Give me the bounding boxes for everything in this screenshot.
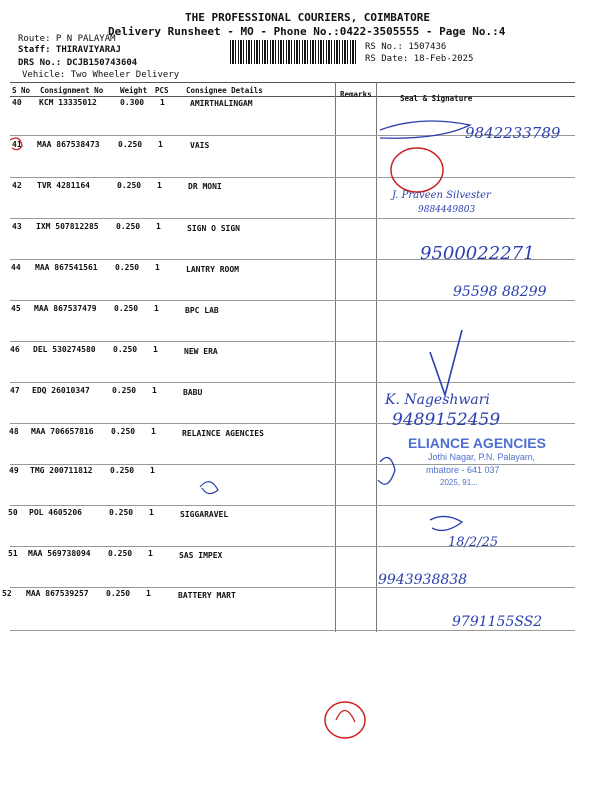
row-sno: 40 (12, 98, 22, 107)
row-weight: 0.250 (117, 181, 142, 190)
row-pcs: 1 (154, 304, 159, 313)
row-pcs: 1 (148, 549, 153, 558)
row-weight: 0.250 (118, 140, 143, 149)
rs-number: RS No.: 1507436 (365, 42, 447, 52)
row-consignment: EDQ 26010347 (32, 386, 90, 395)
row-pcs: 1 (151, 427, 156, 436)
row-consignee: RELAINCE AGENCIES (182, 429, 264, 438)
row-sno: 48 (9, 427, 19, 436)
row-pcs: 1 (160, 98, 165, 107)
row-pcs: 1 (158, 140, 163, 149)
row-weight: 0.300 (120, 98, 145, 107)
row-consignee: BATTERY MART (178, 591, 236, 600)
row-sno: 51 (8, 549, 18, 558)
handwritten-phone: 9842233789 (465, 124, 561, 142)
row-consignment: MAA 867541561 (35, 263, 98, 272)
col-sno: S No (12, 86, 31, 95)
signature-stroke (378, 458, 395, 485)
row-consignee: AMIRTHALINGAM (190, 99, 253, 108)
row-pcs: 1 (157, 181, 162, 190)
row-weight: 0.250 (111, 427, 136, 436)
row-weight: 0.250 (110, 466, 135, 475)
row-consignment: MAA 706657816 (31, 427, 94, 436)
stamp-company-name: ELIANCE AGENCIES (408, 435, 546, 451)
col-remarks: Remarks (340, 90, 372, 99)
row-consignment: TMG 200711812 (30, 466, 93, 475)
row-weight: 0.250 (106, 589, 131, 598)
signature-stroke (200, 482, 218, 494)
handwritten-name: K. Nageshwari (385, 392, 490, 408)
row-consignment: POL 4605206 (29, 508, 82, 517)
col-consignee: Consignee Details (186, 86, 263, 95)
row-sno: 52 (2, 589, 12, 598)
stamp-address-line: mbatore - 641 037 (426, 465, 500, 475)
stamp-address-line: Jothi Nagar, P.N. Palayam, (428, 452, 535, 462)
row-pcs: 1 (150, 466, 155, 475)
row-sno: 44 (11, 263, 21, 272)
row-sno: 50 (8, 508, 18, 517)
signature-stroke (430, 516, 462, 530)
row-sno: 41 (12, 140, 22, 149)
staff: Staff: THIRAVIYARAJ (18, 45, 121, 55)
row-consignee: LANTRY ROOM (186, 265, 239, 274)
row-consignee: SIGN O SIGN (187, 224, 240, 233)
handwritten-phone: 9489152459 (392, 410, 501, 430)
row-consignee: BPC LAB (185, 306, 219, 315)
row-sno: 49 (9, 466, 19, 475)
handwritten-phone: 95598 88299 (453, 284, 547, 300)
row-consignment: DEL 530274580 (33, 345, 96, 354)
red-scribble (336, 710, 355, 722)
col-weight: Weight (120, 86, 148, 95)
col-consignment: Consignment No (40, 86, 104, 95)
row-weight: 0.250 (115, 263, 140, 272)
row-consignee: DR MONI (188, 182, 222, 191)
row-consignee: SAS IMPEX (179, 551, 223, 560)
rs-date: RS Date: 18-Feb-2025 (365, 54, 474, 64)
row-sno: 46 (10, 345, 20, 354)
row-weight: 0.250 (112, 386, 137, 395)
red-circle-mark (391, 148, 443, 192)
row-consignee: SIGGARAVEL (180, 510, 229, 519)
row-pcs: 1 (146, 589, 151, 598)
row-consignment: KCM 13335012 (39, 98, 97, 107)
red-tick-mark (10, 138, 22, 150)
row-consignment: MAA 569738094 (28, 549, 91, 558)
row-consignment: MAA 867537479 (34, 304, 97, 313)
company-name: THE PROFESSIONAL COURIERS, COIMBATORE (185, 11, 431, 24)
row-consignee: BABU (183, 388, 203, 397)
row-weight: 0.250 (109, 508, 134, 517)
handwritten-date: 18/2/25 (448, 535, 499, 550)
handwritten-phone: 9791155SS2 (452, 614, 543, 630)
handwritten-phone: 9943938838 (378, 572, 468, 588)
row-sno: 47 (10, 386, 20, 395)
row-weight: 0.250 (108, 549, 133, 558)
red-circle-mark-bottom (325, 702, 365, 738)
row-pcs: 1 (153, 345, 158, 354)
row-consignee: NEW ERA (184, 347, 218, 356)
row-consignment: MAA 867539257 (26, 589, 89, 598)
row-sno: 43 (12, 222, 22, 231)
row-consignment: TVR 4281164 (37, 181, 90, 190)
col-pcs: PCS (155, 86, 169, 95)
row-pcs: 1 (149, 508, 154, 517)
blue-check-mark (430, 330, 462, 395)
route: Route: P N PALAYAM (18, 34, 116, 44)
row-weight: 0.250 (116, 222, 141, 231)
row-sno: 45 (11, 304, 21, 313)
col-seal-signature: Seal & Signature (400, 94, 473, 103)
row-pcs: 1 (156, 222, 161, 231)
row-pcs: 1 (152, 386, 157, 395)
signature-stroke (380, 121, 470, 138)
row-weight: 0.250 (114, 304, 139, 313)
row-consignment: MAA 867538473 (37, 140, 100, 149)
handwritten-name: J. Praveen Silvester (392, 190, 491, 201)
handwritten-phone: 9884449803 (418, 205, 476, 215)
drs-number: DRS No.: DCJB150743604 (18, 58, 138, 68)
handwritten-phone: 9500022271 (420, 243, 535, 264)
row-weight: 0.250 (113, 345, 138, 354)
row-sno: 42 (12, 181, 22, 190)
stamp-address-line: 2025, 91... (440, 478, 478, 487)
row-consignment: IXM 507812285 (36, 222, 99, 231)
row-consignee: VAIS (190, 141, 210, 150)
vehicle: Vehicle: Two Wheeler Delivery (22, 70, 180, 80)
runsheet-subtitle: Delivery Runsheet - MO - Phone No.:0422-3505555 - Page No.:4 (108, 25, 506, 38)
row-pcs: 1 (155, 263, 160, 272)
